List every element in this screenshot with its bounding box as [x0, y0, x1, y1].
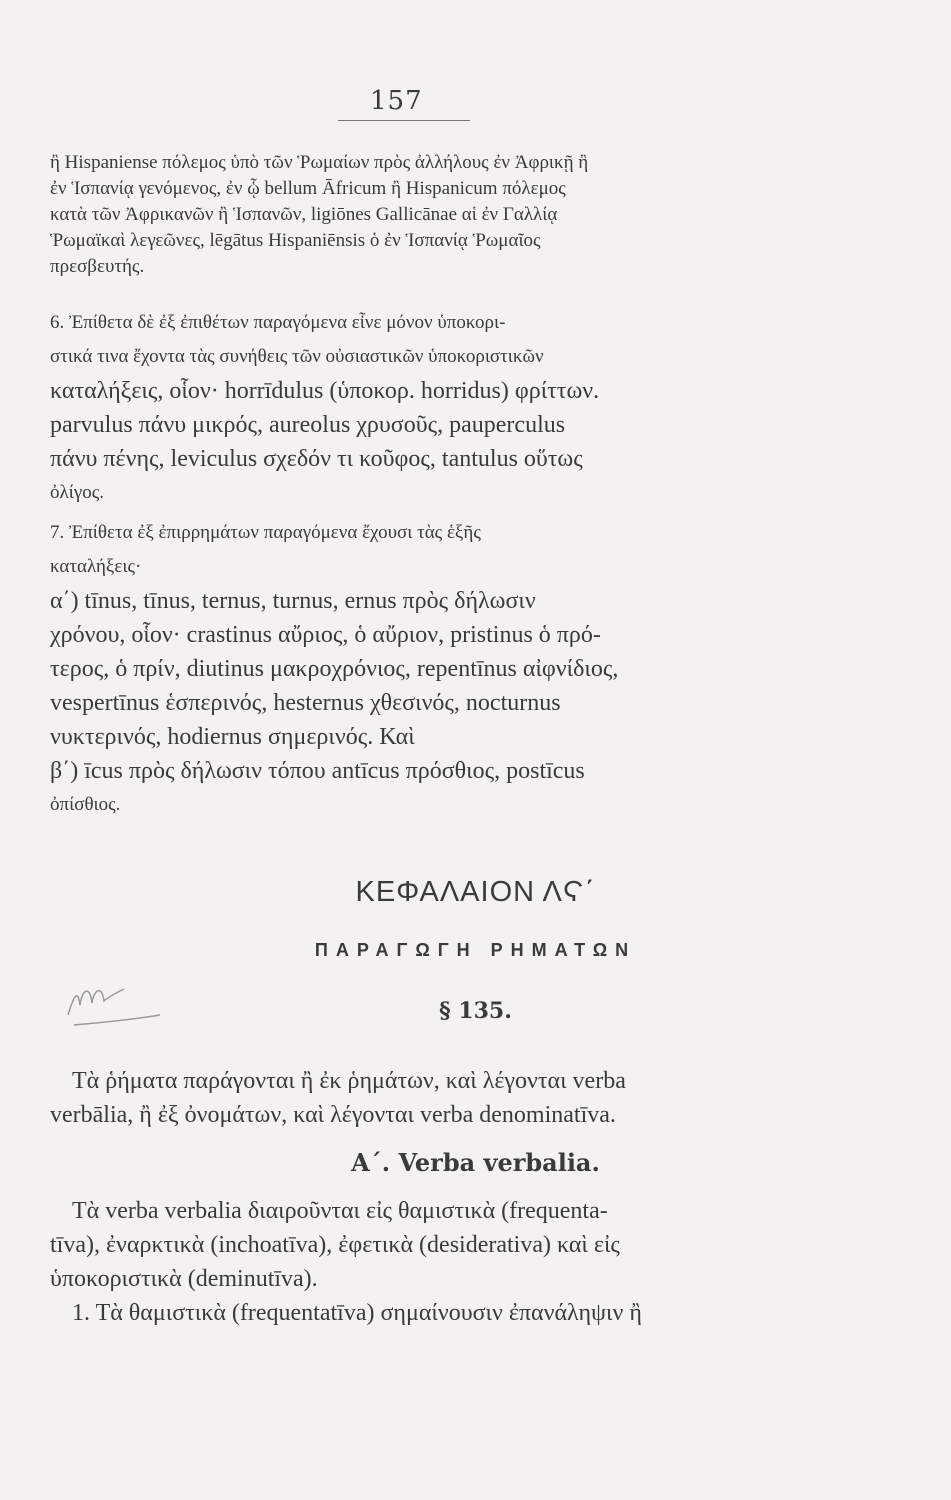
text-line: καταλήξεις, οἷον· horrīdulus (ὑποκορ. horridus) φρίττων. [50, 378, 600, 404]
text-line: 1. Τὰ θαμιστικὰ (frequentatīva) σημαίνουσιν ἐπανάληψιν ἢ [72, 1300, 642, 1326]
text-line: πάνυ πένης, leviculus σχεδόν τι κοῦφος, tantulus οὕτως [50, 446, 583, 472]
text-line: tīva), ἐναρκτικὰ (inchoatīva), ἐφετικὰ (desiderativa) καὶ εἰς [50, 1232, 620, 1258]
text-line: β΄) īcus πρὸς δήλωσιν τόπου antīcus πρόσθιος, postīcus [50, 758, 585, 784]
text-line: καταλήξεις· [50, 556, 142, 577]
text-line: ἐν Ἱσπανίᾳ γενόμενος, ἐν ᾧ bellum Āfricum ἢ Hispanicum πόλεμος [50, 178, 566, 199]
section-number: § 135. [439, 998, 512, 1024]
text-line: verbālia, ἢ ἐξ ὀνομάτων, καὶ λέγονται verba denominatīva. [50, 1102, 616, 1128]
text-line: νυκτερινός, hodiernus σημερινός. Καὶ [50, 724, 415, 750]
text-line: parvulus πάνυ μικρός, aureolus χρυσοῦς, pauperculus [50, 412, 566, 438]
text-line: vespertīnus ἑσπερινός, hesternus χθεσινός, nocturnus [50, 690, 561, 716]
text-line: 6. Ἐπίθετα δὲ ἐξ ἐπιθέτων παραγόμενα εἶνε μόνον ὑποκορι- [50, 312, 506, 333]
text-line: χρόνου, οἷον· crastinus αὔριος, ὁ αὔριον, pristinus ὁ πρό- [50, 622, 601, 648]
paragraph-4 [50, 1064, 765, 1132]
paragraph-5 [50, 1194, 765, 1330]
text-line: ὑποκοριστικὰ (deminutīva). [50, 1266, 318, 1292]
text-line: ὀλίγος. [50, 482, 104, 503]
text-line: α΄) tīnus, tīnus, ternus, turnus, ernus πρὸς δήλωσιν [50, 588, 536, 614]
paragraph-2 [50, 306, 765, 510]
text-line: ἢ Hispaniense πόλεμος ὑπὸ τῶν Ῥωμαίων πρὸς ἀλλήλους ἐν Ἀφρικῇ ἢ [50, 152, 589, 173]
section-heading: Α΄. Verba verbalia. [351, 1148, 600, 1177]
text-line: Τὰ verba verbalia διαιροῦνται εἰς θαμιστικὰ (frequenta- [72, 1198, 608, 1224]
text-line: Ῥωμαϊκαὶ λεγεῶνες, lēgātus Hispaniēnsis ὁ ἐν Ἱσπανίᾳ Ῥωμαῖος [50, 230, 541, 251]
text-line: στικά τινα ἔχοντα τὰς συνήθεις τῶν οὐσιαστικῶν ὑποκοριστικῶν [50, 346, 544, 367]
text-line: ὀπίσθιος. [50, 794, 121, 815]
text-line: τερος, ὁ πρίν, diutinus μακροχρόνιος, repentīnus αἰφνίδιος, [50, 656, 619, 682]
paragraph-1 [50, 150, 765, 280]
text-line: κατὰ τῶν Ἀφρικανῶν ἢ Ἱσπανῶν, ligiōnes Gallicānae αἱ ἐν Γαλλίᾳ [50, 204, 558, 225]
text-line: Τὰ ῥήματα παράγονται ἢ ἐκ ῥημάτων, καὶ λέγονται verba [72, 1068, 626, 1094]
text-line: πρεσβευτής. [50, 256, 145, 277]
page-number-rule [338, 120, 470, 121]
paragraph-3 [50, 516, 765, 822]
chapter-subtitle: ΠΑΡΑΓΩΓΗ ΡΗΜΑΤΩΝ [314, 940, 637, 960]
text-line: 7. Ἐπίθετα ἐξ ἐπιρρημάτων παραγόμενα ἔχουσι τὰς ἑξῆς [50, 522, 481, 543]
chapter-title: ΚΕΦΑΛΑΙΟΝ ΛϚ΄ [355, 876, 596, 908]
page-number: 157 [370, 86, 423, 116]
